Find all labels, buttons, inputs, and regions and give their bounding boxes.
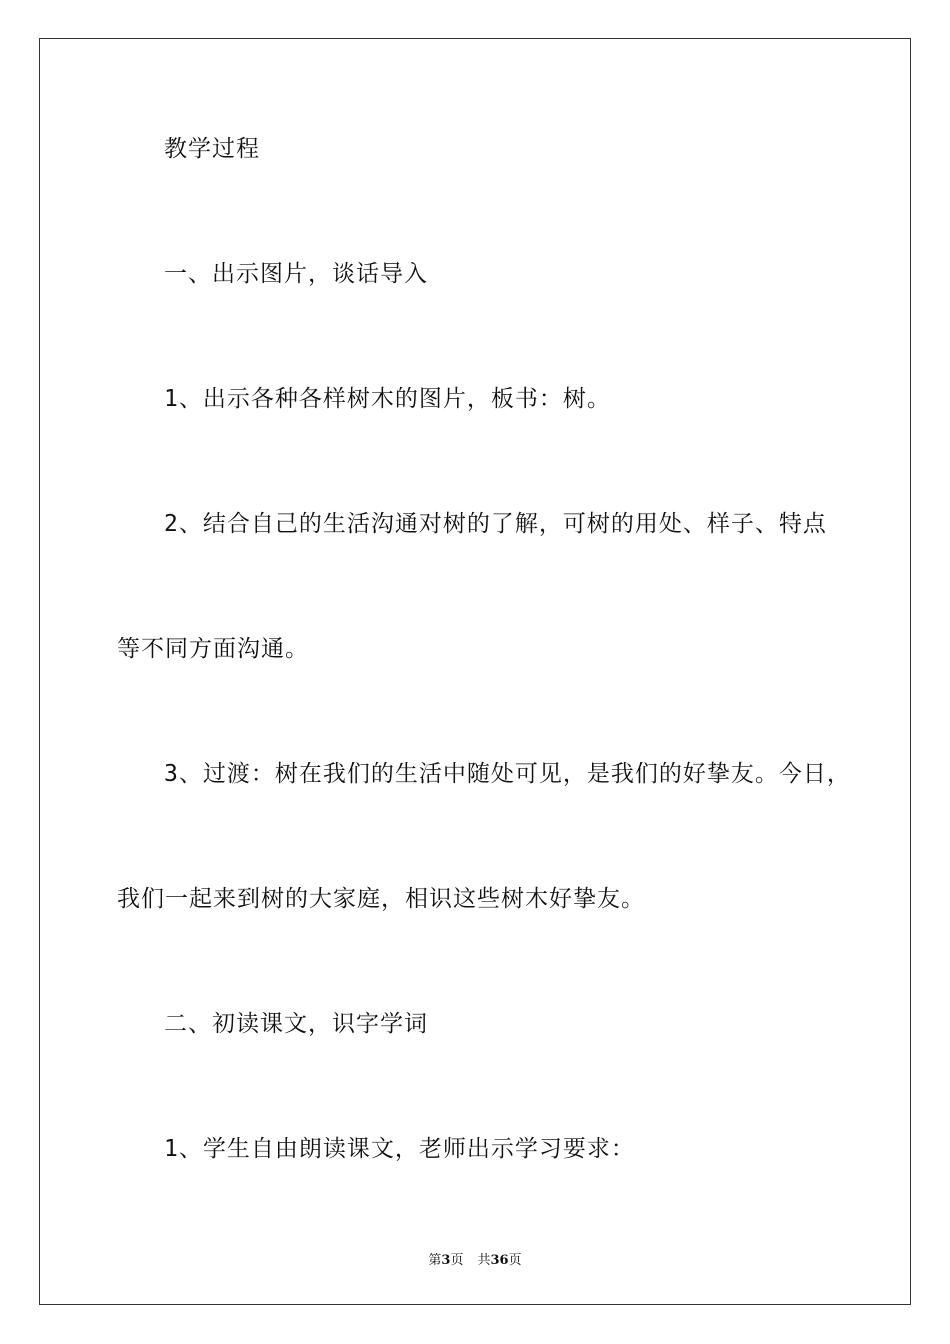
paragraph-item-1: 1、出示各种各样树木的图片，板书：树。 [164, 386, 611, 412]
footer-page-total: 36 [490, 1253, 509, 1268]
page-frame [39, 38, 911, 1305]
footer-total-suffix: 页 [508, 1253, 522, 1268]
section-heading-process: 教学过程 [164, 136, 260, 162]
section-heading-one: 一、出示图片，谈话导入 [164, 261, 428, 287]
page-footer [0, 1249, 950, 1268]
footer-page-suffix: 页 [450, 1253, 464, 1268]
paragraph-item-2-line2: 等不同方面沟通。 [117, 636, 309, 662]
section-heading-two: 二、初读课文，识字学词 [164, 1011, 428, 1037]
paragraph-item-2-line1: 2、结合自己的生活沟通对树的了解，可树的用处、样子、特点 [164, 511, 827, 537]
footer-total-prefix: 共 [477, 1253, 491, 1268]
paragraph-item-3-line2: 我们一起来到树的大家庭，相识这些树木好挚友。 [117, 886, 645, 912]
paragraph-item-3-line1: 3、过渡：树在我们的生活中随处可见，是我们的好挚友。今日， [164, 761, 851, 787]
footer-page-current: 3 [441, 1253, 451, 1268]
footer-page-prefix: 第 [428, 1253, 442, 1268]
paragraph-item-1b: 1、学生自由朗读课文，老师出示学习要求： [164, 1136, 635, 1162]
